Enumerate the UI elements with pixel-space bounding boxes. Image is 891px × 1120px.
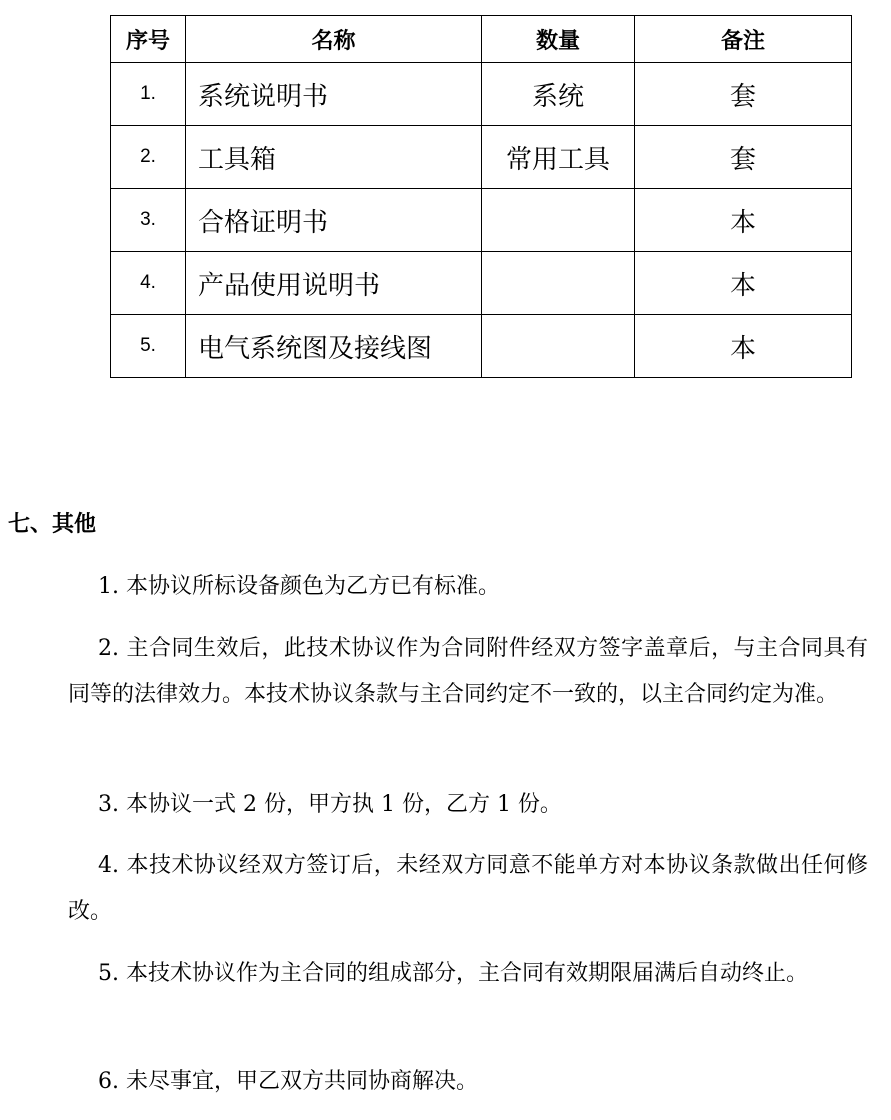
row-quantity: [482, 252, 635, 315]
paragraph-3: 3. 本协议一式 2 份，甲方执 1 份，乙方 1 份。: [98, 792, 562, 817]
attachment-table: [110, 15, 852, 378]
header-quantity: 数量: [482, 16, 635, 63]
paragraph-2: 2. 主合同生效后，此技术协议作为合同附件经双方签字盖章后，与主合同具有同等的法律效力。本技术协议条款与主合同约定不一致的，以主合同约定为准。: [68, 636, 868, 707]
header-note: 备注: [635, 16, 852, 63]
row-note: 本: [635, 189, 852, 252]
row-index: 2.: [111, 126, 186, 189]
row-quantity: [482, 189, 635, 252]
table-header-row: [111, 16, 852, 63]
section-heading: 七、其他: [8, 511, 97, 537]
row-index: 1.: [111, 63, 186, 126]
paragraph-6: 6. 未尽事宜，甲乙双方共同协商解决。: [98, 1069, 478, 1094]
row-note: 套: [635, 63, 852, 126]
row-note: 套: [635, 126, 852, 189]
row-name: 系统说明书: [186, 63, 482, 126]
table-row: [111, 252, 852, 315]
row-note: 本: [635, 252, 852, 315]
table-row: [111, 63, 852, 126]
row-name: 电气系统图及接线图: [186, 315, 482, 378]
table-row: [111, 315, 852, 378]
row-quantity: [482, 315, 635, 378]
row-name: 工具箱: [186, 126, 482, 189]
row-note: 本: [635, 315, 852, 378]
row-quantity: 常用工具: [482, 126, 635, 189]
paragraph-5: 5. 本技术协议作为主合同的组成部分，主合同有效期限届满后自动终止。: [98, 961, 808, 986]
table-row: [111, 126, 852, 189]
row-name: 合格证明书: [186, 189, 482, 252]
header-index: 序号: [111, 16, 186, 63]
row-quantity: 系统: [482, 63, 635, 126]
table-row: [111, 189, 852, 252]
row-index: 3.: [111, 189, 186, 252]
row-index: 5.: [111, 315, 186, 378]
header-name: 名称: [186, 16, 482, 63]
row-index: 4.: [111, 252, 186, 315]
paragraph-4: 4. 本技术协议经双方签订后，未经双方同意不能单方对本协议条款做出任何修改。: [68, 853, 868, 924]
row-name: 产品使用说明书: [186, 252, 482, 315]
paragraph-1: 1. 本协议所标设备颜色为乙方已有标准。: [98, 574, 500, 599]
